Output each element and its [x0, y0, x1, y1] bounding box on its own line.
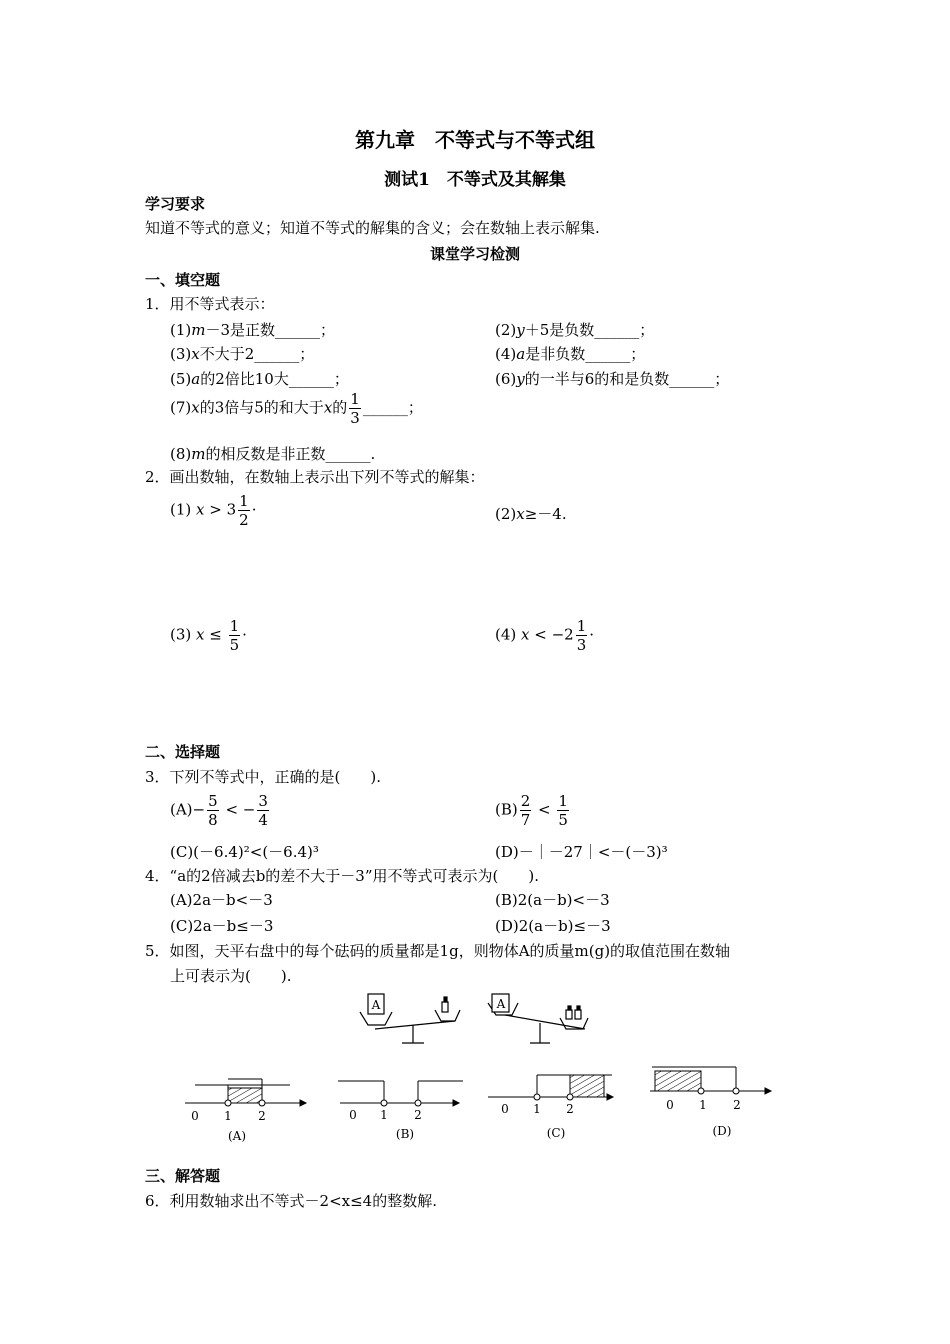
- section-answer: 三、解答题: [145, 1167, 221, 1185]
- q1-item-8: (8)m的相反数是非正数______.: [170, 445, 376, 463]
- q4-option-b: (B)2(a－b)<－3: [495, 891, 610, 909]
- q4-intro: 4．“a的2倍减去b的差不大于－3”用不等式可表示为( ).: [145, 867, 539, 885]
- option-b-label: (B): [395, 1127, 415, 1141]
- requirements-text: 知道不等式的意义；知道不等式的解集的含义；会在数轴上表示解集.: [145, 219, 600, 237]
- line-c-tick-1: 1: [533, 1102, 541, 1116]
- q1-item-1: (1)m－3是正数______；: [170, 321, 336, 339]
- line-d-tick-2: 2: [733, 1098, 741, 1112]
- q1-item-5: (5)a的2倍比10大______；: [170, 370, 349, 388]
- section-fill-blank: 一、填空题: [145, 271, 221, 289]
- number-line-d: [650, 1067, 771, 1094]
- q1-item-7: (7)x的3倍与5的和大于x的 $\frac{1}{3}$ ______；: [170, 390, 423, 427]
- q2-part-1: (1) x > 3 $\frac{1}{2}$ ·: [170, 492, 257, 529]
- chapter-title: 第九章 不等式与不等式组: [355, 128, 595, 152]
- q2-intro: 2．画出数轴，在数轴上表示出下列不等式的解集：: [145, 468, 485, 486]
- line-c-tick-0: 0: [501, 1102, 509, 1116]
- line-a-tick-0: 0: [191, 1109, 199, 1123]
- q5-line-2: 上可表示为( ).: [170, 967, 292, 985]
- line-b-tick-2: 2: [414, 1108, 422, 1122]
- line-a-tick-2: 2: [258, 1109, 266, 1123]
- q3-option-b: (B) $\frac{2}{7}$ < $\frac{1}{5}$: [495, 792, 568, 829]
- q4-option-c: (C)2a－b≤－3: [170, 917, 274, 935]
- q1-item-6: (6)y的一半与6的和是负数______；: [495, 370, 730, 388]
- q1-intro: 1．用不等式表示：: [145, 295, 275, 313]
- q2-part-4: (4) x < −2 $\frac{1}{3}$ ·: [495, 617, 595, 654]
- option-a-label: (A): [227, 1129, 247, 1143]
- line-b-tick-0: 0: [349, 1108, 357, 1122]
- box-a-label-1: A: [371, 998, 381, 1012]
- option-c-label: (C): [546, 1126, 566, 1140]
- q3-option-a: (A)− $\frac{5}{8}$ < − $\frac{3}{4}$: [170, 792, 268, 829]
- fraction-one-third: $\frac{1}{3}$: [350, 390, 360, 427]
- test-title: 测试1 不等式及其解集: [384, 170, 566, 190]
- box-a-label-2: A: [496, 997, 506, 1011]
- option-d-label: (D): [712, 1124, 732, 1138]
- section-multiple-choice: 二、选择题: [145, 743, 221, 761]
- q4-option-a: (A)2a－b<－3: [170, 891, 273, 909]
- number-line-a: [185, 1079, 306, 1106]
- q2-part-2: (2)x≥－4.: [495, 505, 567, 523]
- balance-and-number-line-figure: [0, 985, 950, 1150]
- q3-option-c: (C)(－6.4)²<(－6.4)³: [170, 843, 319, 861]
- q1-item-4: (4)a是非负数______；: [495, 345, 646, 363]
- requirements-heading: 学习要求: [145, 195, 206, 213]
- line-d-tick-0: 0: [666, 1098, 674, 1112]
- q4-option-d: (D)2(a－b)≤－3: [495, 917, 611, 935]
- class-check-heading: 课堂学习检测: [429, 245, 520, 263]
- q3-intro: 3．下列不等式中，正确的是( ).: [145, 768, 382, 786]
- q1-item-2: (2)y＋5是负数______；: [495, 321, 655, 339]
- q6-text: 6．利用数轴求出不等式－2<x≤4的整数解.: [145, 1192, 437, 1210]
- number-line-c: [488, 1075, 613, 1100]
- line-c-tick-2: 2: [566, 1102, 574, 1116]
- q3-option-d: (D)－｜－27｜<－(－3)³: [495, 843, 668, 861]
- line-b-tick-1: 1: [380, 1108, 388, 1122]
- q5-line-1: 5．如图，天平右盘中的每个砝码的质量都是1g，则物体A的质量m(g)的取值范围在数轴: [145, 942, 731, 960]
- q2-part-3: (3) x ≤ $\frac{1}{5}$ ·: [170, 617, 247, 654]
- q1-item-3: (3)x不大于2______；: [170, 345, 315, 363]
- line-d-tick-1: 1: [699, 1098, 707, 1112]
- line-a-tick-1: 1: [224, 1109, 232, 1123]
- number-line-b: [338, 1081, 463, 1106]
